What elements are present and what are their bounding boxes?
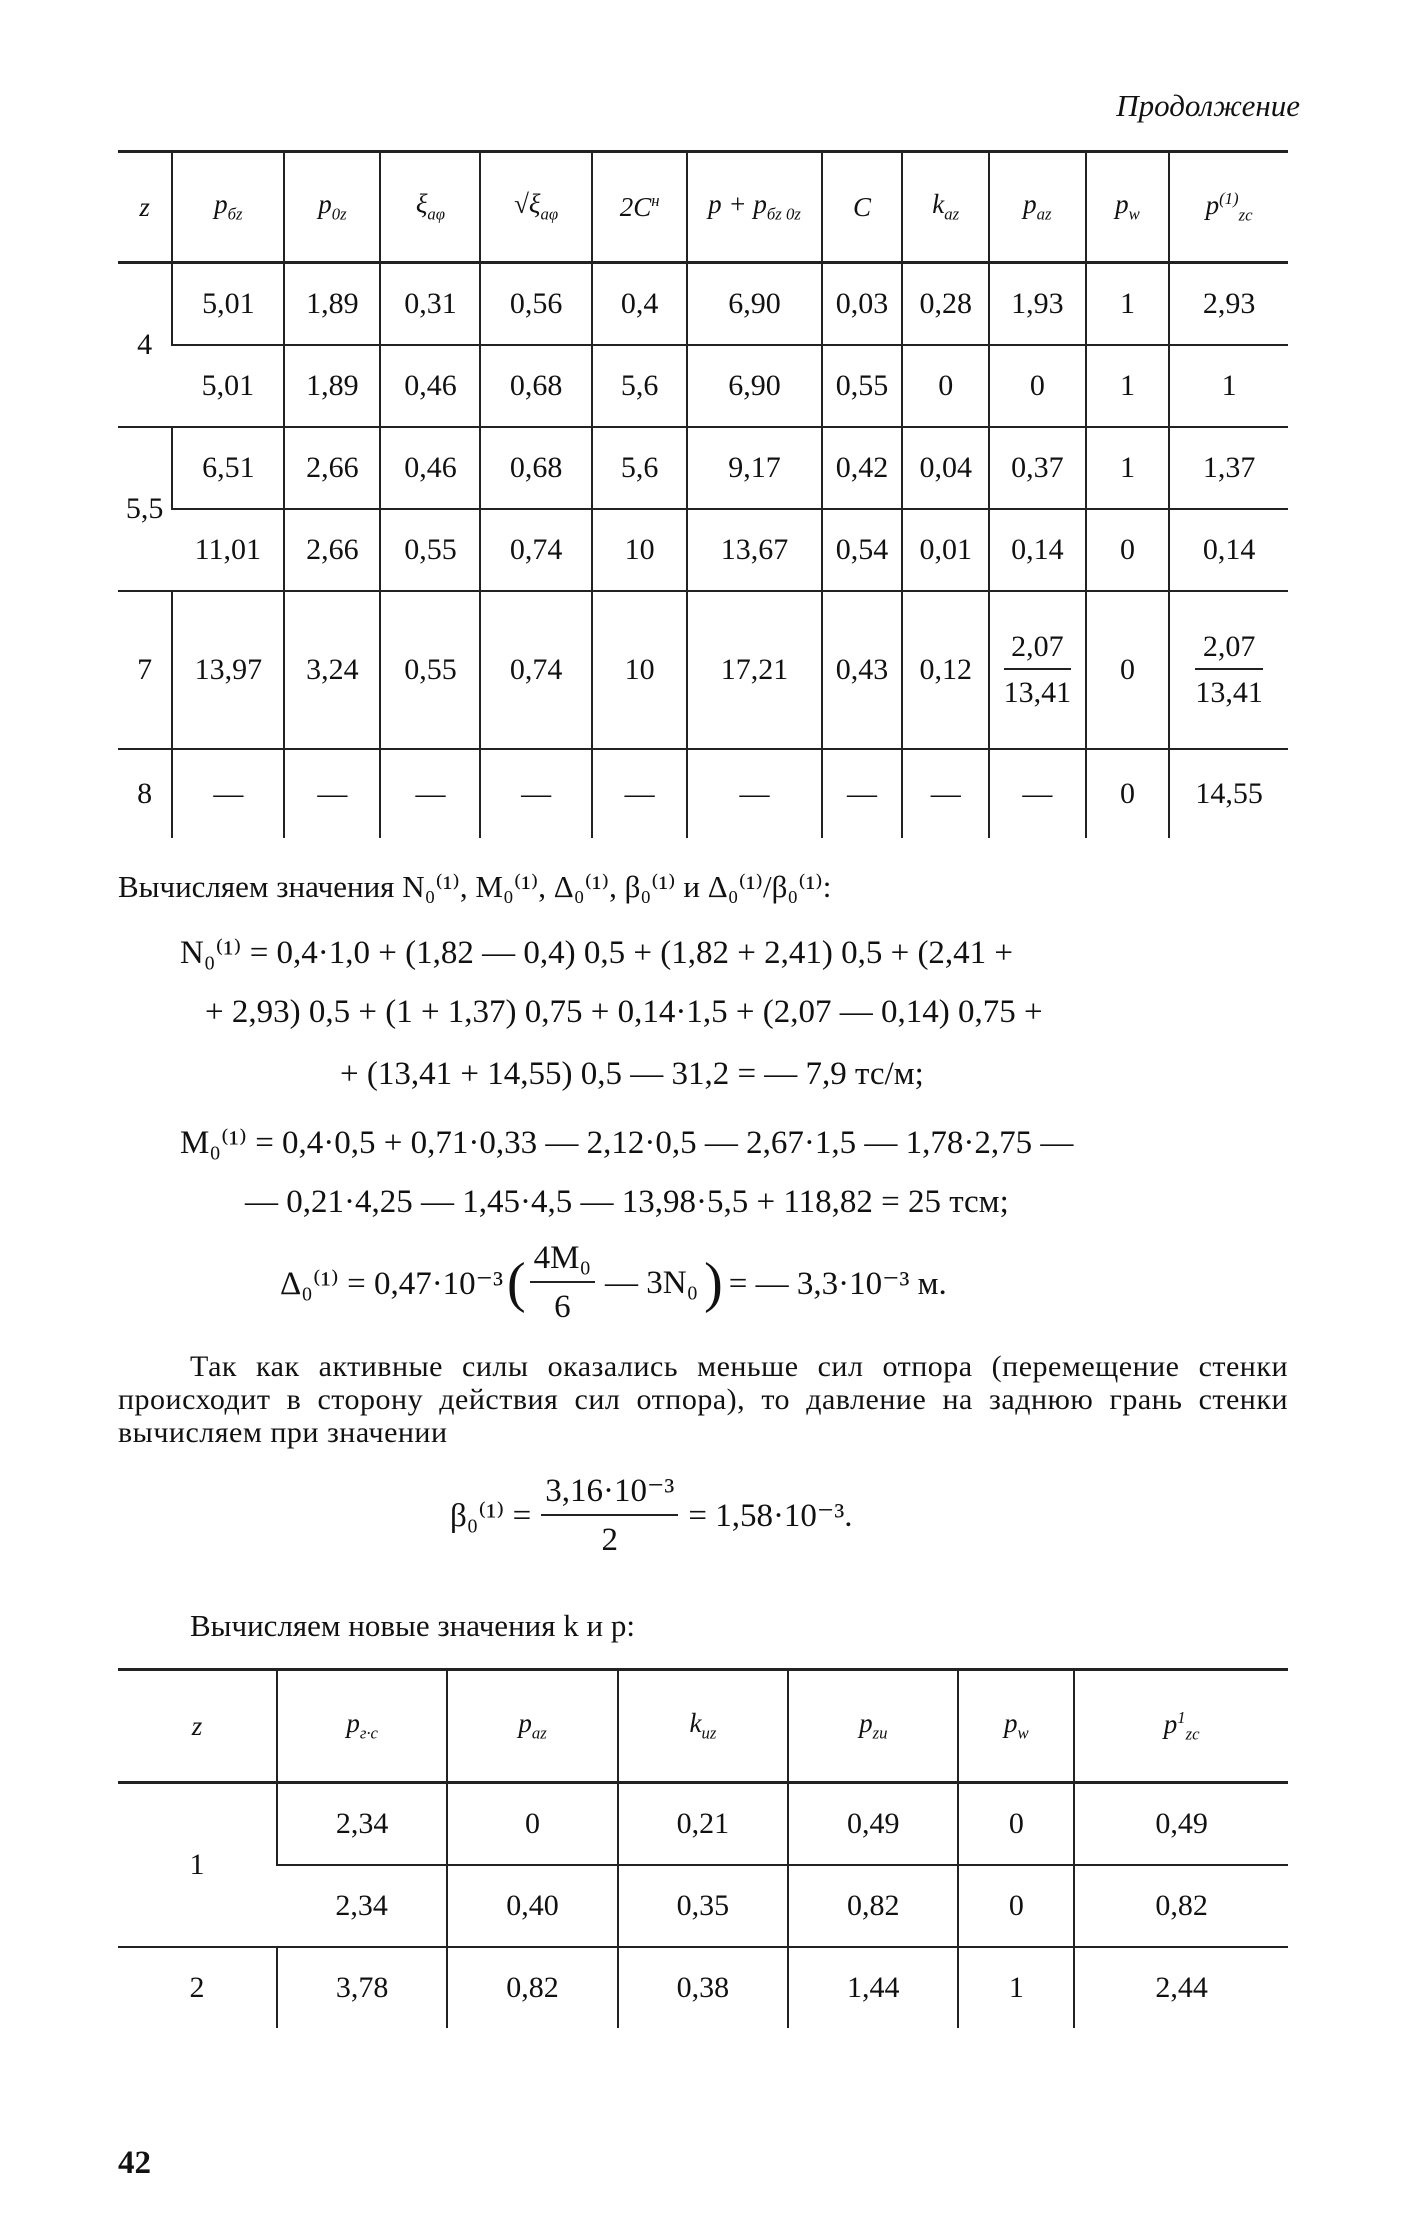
table-cell: 0 <box>1086 509 1169 591</box>
table-cell: 0,14 <box>1169 509 1288 591</box>
table-cell: — <box>284 749 380 838</box>
table-cell <box>1169 591 1288 749</box>
continuation-label: Продолжение <box>1116 88 1300 123</box>
table-cell: 1,89 <box>284 263 380 346</box>
table-row <box>118 509 1288 591</box>
t2-h-pzc: $p^1_{zc}$ <box>1074 1670 1288 1783</box>
table-cell: 0 <box>902 345 989 427</box>
table-cell: 1,89 <box>284 345 380 427</box>
table-cell: 1,37 <box>1169 427 1288 509</box>
table-row <box>118 345 1288 427</box>
table-cell: 2,34 <box>277 1783 447 1866</box>
t2-z-cell: 1 <box>189 1848 205 1881</box>
table-cell: 2,93 <box>1169 263 1288 346</box>
table-cell: — <box>480 749 591 838</box>
table-cell: 14,55 <box>1169 749 1288 838</box>
equation-m0-line1: M₀⁽¹⁾ = 0,4·0,5 + 0,71·0,33 — 2,12·0,5 — 2,67·1,5 — 1,78·2,75 — <box>180 1125 1074 1161</box>
t1-h-z: z <box>118 152 172 263</box>
t2-h-kuz: $k_{uz}$ <box>618 1670 788 1783</box>
table-cell: 6,51 <box>172 427 284 509</box>
t1-h-c: C <box>822 152 903 263</box>
stacked-value: $\frac{2,07}{13,41}$ <box>1195 630 1263 709</box>
table-cell: 0,82 <box>447 1947 617 2028</box>
delta-frac-den: 6 <box>554 1289 571 1325</box>
delta-lhs: Δ₀⁽¹⁾ = 0,47·10⁻³ <box>280 1266 503 1302</box>
table-cell: 1 <box>958 1947 1074 2028</box>
table-cell: 0,42 <box>822 427 903 509</box>
table-cell: 0,55 <box>380 591 480 749</box>
table-cell: 2,66 <box>284 509 380 591</box>
table-cell: 0,40 <box>447 1865 617 1947</box>
table-cell: 3,78 <box>277 1947 447 2028</box>
table-cell: 0 <box>989 345 1086 427</box>
t1-h-paz: $p_{аz}$ <box>989 152 1086 263</box>
table-cell: — <box>687 749 821 838</box>
table-cell: 0,03 <box>822 263 903 346</box>
t1-h-kaz: $k_{аz}$ <box>902 152 989 263</box>
table-cell: 0,54 <box>822 509 903 591</box>
beta-frac-num: 3,16·10⁻³ <box>541 1470 678 1516</box>
table-cell: 3,24 <box>284 591 380 749</box>
table-cell: 0,31 <box>380 263 480 346</box>
t1-h-2c: $2C^н$ <box>592 152 688 263</box>
table-cell: — <box>380 749 480 838</box>
table-cell: 0 <box>958 1783 1074 1866</box>
table-row <box>118 1783 1288 1866</box>
table-cell: 0,38 <box>618 1947 788 2028</box>
equation-m0-line2: — 0,21·4,25 — 1,45·4,5 — 13,98·5,5 + 118,82 = 25 тсм; <box>245 1184 1009 1220</box>
table-cell: 0,82 <box>1074 1865 1288 1947</box>
table-cell: 0 <box>958 1865 1074 1947</box>
table-cell: 5,01 <box>172 263 284 346</box>
t1-z-cell: 8 <box>118 749 172 838</box>
table-cell: 5,6 <box>592 345 688 427</box>
table-row <box>118 263 1288 346</box>
table-cell: 13,67 <box>687 509 821 591</box>
t1-h-pw: $p_w$ <box>1086 152 1169 263</box>
table-cell: 1 <box>1086 345 1169 427</box>
table-row <box>118 1865 1288 1947</box>
table-cell: 9,17 <box>687 427 821 509</box>
table-cell: 0,4 <box>592 263 688 346</box>
table-cell: 0,49 <box>788 1783 958 1866</box>
table-cell: 6,90 <box>687 345 821 427</box>
table-cell: 0,55 <box>822 345 903 427</box>
table-cell: 0,43 <box>822 591 903 749</box>
equation-n0-line3: + (13,41 + 14,55) 0,5 — 31,2 = — 7,9 тс/м; <box>340 1056 924 1092</box>
t2-h-pw: $p_w$ <box>958 1670 1074 1783</box>
equation-beta0 <box>450 1470 853 1559</box>
table-cell: 0,68 <box>480 427 591 509</box>
table-cell: 0,74 <box>480 509 591 591</box>
beta-rhs: = 1,58·10⁻³. <box>688 1497 853 1534</box>
equation-n0-line2: + 2,93) 0,5 + (1 + 1,37) 0,75 + 0,14·1,5 + (2,07 — 0,14) 0,75 + <box>205 994 1043 1030</box>
t1-z-cell: 7 <box>118 591 172 749</box>
t1-z-cell: 5,5 <box>118 427 172 591</box>
delta-tail: — 3N₀ <box>605 1264 699 1301</box>
results-table-2 <box>118 1668 1288 2028</box>
t1-h-xi: $\xi_{а\varphi}$ <box>380 152 480 263</box>
t1-h-pbz: $p_{бz}$ <box>172 152 284 263</box>
table-cell: 10 <box>592 509 688 591</box>
table-cell: 0,01 <box>902 509 989 591</box>
calc-intro: Вычисляем значения N₀⁽¹⁾, M₀⁽¹⁾, Δ₀⁽¹⁾, β₀⁽¹⁾ и Δ₀⁽¹⁾/β₀⁽¹⁾: <box>118 869 832 904</box>
table-cell: 0,37 <box>989 427 1086 509</box>
equation-n0-line1: N₀⁽¹⁾ = 0,4·1,0 + (1,82 — 0,4) 0,5 + (1,82 + 2,41) 0,5 + (2,41 + <box>180 935 1014 971</box>
table-cell: 0,55 <box>380 509 480 591</box>
t2-z-cell: 2 <box>118 1947 277 2028</box>
t1-h-p0z: $p_{0z}$ <box>284 152 380 263</box>
beta-frac-den: 2 <box>601 1522 619 1558</box>
table-cell: 0 <box>447 1783 617 1866</box>
beta-lhs: β₀⁽¹⁾ = <box>450 1497 532 1534</box>
stacked-value: $\frac{2,07}{13,41}$ <box>1003 630 1072 709</box>
table-cell: 0,28 <box>902 263 989 346</box>
table1-header-row <box>118 152 1288 263</box>
table-cell: 2,66 <box>284 427 380 509</box>
table-cell: 2,34 <box>277 1865 447 1947</box>
table-cell: 6,90 <box>687 263 821 346</box>
table-cell: 10 <box>592 591 688 749</box>
beta-fraction <box>541 1470 678 1559</box>
paren-right: ) <box>704 1252 723 1314</box>
results-table-1 <box>118 150 1288 838</box>
table-cell: 0,35 <box>618 1865 788 1947</box>
table-cell: 0,12 <box>902 591 989 749</box>
calc-new-values: Вычисляем новые значения k и p: <box>190 1608 635 1643</box>
delta-rhs: = — 3,3·10⁻³ м. <box>728 1266 947 1302</box>
table-cell: 0,21 <box>618 1783 788 1866</box>
explanation-paragraph: Так как активные силы оказались меньше сил отпора (перемещение стенки происходит в сторону действия сил отпора), то давление на заднюю грань стенки вычисляем при значении <box>118 1350 1288 1449</box>
table-row <box>118 749 1288 838</box>
table-cell: 5,6 <box>592 427 688 509</box>
table-cell: — <box>172 749 284 838</box>
t2-h-pgc: $p_{г\cdot с}$ <box>277 1670 447 1783</box>
table-cell: 0,49 <box>1074 1783 1288 1866</box>
table-cell: 0,74 <box>480 591 591 749</box>
table-row <box>118 1947 1288 2028</box>
t2-h-pzu: $p_{zu}$ <box>788 1670 958 1783</box>
page-number: 42 <box>118 2145 151 2181</box>
table-cell: 11,01 <box>172 509 284 591</box>
table-cell: 0,82 <box>788 1865 958 1947</box>
table-cell: 0,14 <box>989 509 1086 591</box>
table-cell: 1 <box>1169 345 1288 427</box>
table-cell: — <box>989 749 1086 838</box>
table-cell: 1,44 <box>788 1947 958 2028</box>
table-cell: — <box>822 749 903 838</box>
table-cell: 1 <box>1086 427 1169 509</box>
table-cell: 0,68 <box>480 345 591 427</box>
t1-z-cell: 4 <box>137 328 153 361</box>
table-cell: 0,46 <box>380 345 480 427</box>
table-cell: 0 <box>1086 591 1169 749</box>
paren-left: ( <box>507 1252 526 1314</box>
table2-header-row <box>118 1670 1288 1783</box>
table-cell: 5,01 <box>172 345 284 427</box>
table-cell <box>989 591 1086 749</box>
t1-h-pzc: $p^{(1)}_{zc}$ <box>1169 152 1288 263</box>
table-cell: 2,44 <box>1074 1947 1288 2028</box>
t1-h-sqrt-xi: $√\xi_{а\varphi}$ <box>480 152 591 263</box>
table-cell: 0 <box>1086 749 1169 838</box>
table-row <box>118 427 1288 509</box>
table-cell: 0,04 <box>902 427 989 509</box>
delta-fraction <box>530 1240 595 1326</box>
table-cell: 0,56 <box>480 263 591 346</box>
delta-frac-num: 4M₀ <box>530 1240 595 1283</box>
table-cell: — <box>592 749 688 838</box>
table-cell: 0,46 <box>380 427 480 509</box>
table-cell: 13,97 <box>172 591 284 749</box>
table-row <box>118 591 1288 749</box>
table-cell: — <box>902 749 989 838</box>
table-cell: 1 <box>1086 263 1169 346</box>
table-cell: 1,93 <box>989 263 1086 346</box>
equation-delta0 <box>280 1240 947 1326</box>
t2-h-paz: $p_{аz}$ <box>447 1670 617 1783</box>
table-cell: 17,21 <box>687 591 821 749</box>
t1-h-sum: $p + p_{бz 0z}$ <box>687 152 821 263</box>
t2-h-z: z <box>118 1670 277 1783</box>
